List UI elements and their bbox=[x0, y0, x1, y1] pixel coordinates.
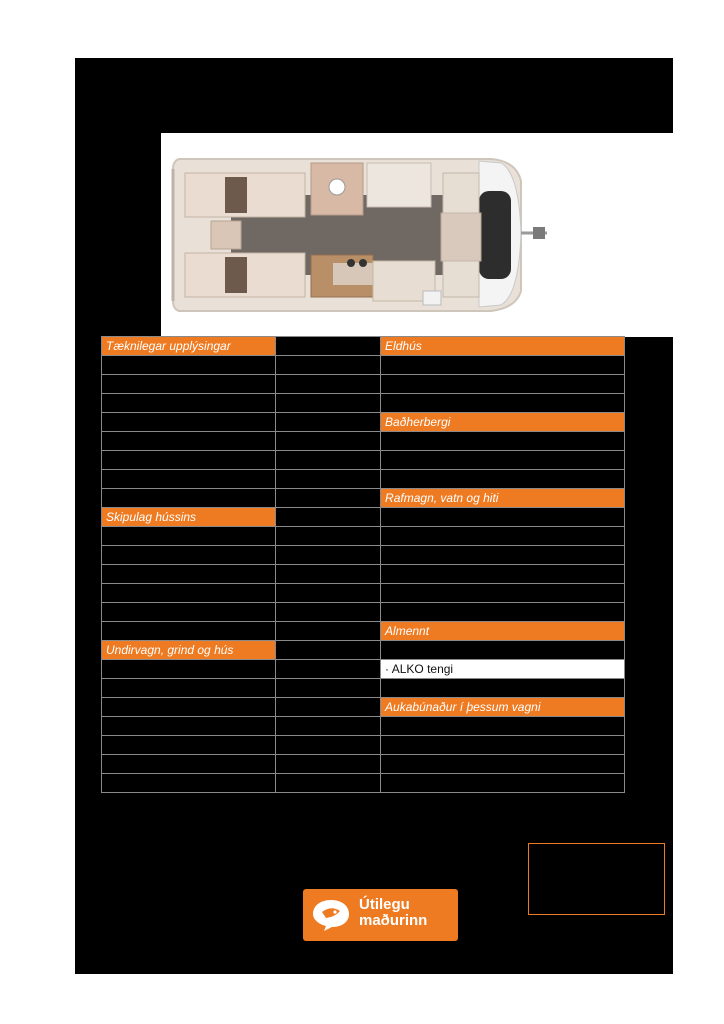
table-row bbox=[102, 394, 625, 413]
table-cell bbox=[275, 622, 380, 641]
table-cell bbox=[381, 603, 625, 622]
table-row bbox=[102, 413, 625, 432]
table-row bbox=[102, 698, 625, 717]
table-cell bbox=[275, 641, 380, 660]
table-cell bbox=[275, 432, 380, 451]
logo-line-1: Útilegu bbox=[359, 896, 410, 913]
table-cell bbox=[381, 527, 625, 546]
table-cell bbox=[381, 755, 625, 774]
table-cell bbox=[275, 717, 380, 736]
table-cell bbox=[275, 565, 380, 584]
table-cell bbox=[102, 356, 276, 375]
table-cell bbox=[102, 774, 276, 793]
table-row bbox=[102, 375, 625, 394]
table-cell: Skipulag hússins bbox=[102, 508, 276, 527]
price-box bbox=[528, 843, 665, 915]
table-cell bbox=[102, 527, 276, 546]
table-cell bbox=[102, 565, 276, 584]
table-cell bbox=[381, 508, 625, 527]
table-cell bbox=[275, 584, 380, 603]
table-cell bbox=[381, 717, 625, 736]
specifications-table bbox=[101, 336, 625, 793]
table-row bbox=[102, 622, 625, 641]
table-cell bbox=[102, 546, 276, 565]
table-row bbox=[102, 774, 625, 793]
table-row bbox=[102, 451, 625, 470]
table-cell: Eldhús bbox=[381, 337, 625, 356]
table-cell bbox=[275, 394, 380, 413]
table-cell bbox=[102, 584, 276, 603]
table-cell bbox=[102, 375, 276, 394]
table-cell: Tæknilegar upplýsingar bbox=[102, 337, 276, 356]
table-cell bbox=[102, 755, 276, 774]
table-cell bbox=[275, 527, 380, 546]
table-row bbox=[102, 527, 625, 546]
table-cell bbox=[381, 774, 625, 793]
table-cell bbox=[102, 394, 276, 413]
table-row bbox=[102, 755, 625, 774]
table-cell bbox=[102, 451, 276, 470]
table-row bbox=[102, 470, 625, 489]
table-cell bbox=[275, 603, 380, 622]
table-row bbox=[102, 603, 625, 622]
speech-bubble-face-icon bbox=[311, 897, 351, 933]
table-row bbox=[102, 717, 625, 736]
table-cell bbox=[275, 755, 380, 774]
table-cell bbox=[381, 375, 625, 394]
table-cell: Rafmagn, vatn og hiti bbox=[381, 489, 625, 508]
utilegumadurinn-logo bbox=[303, 889, 458, 941]
table-cell bbox=[102, 736, 276, 755]
table-cell bbox=[275, 489, 380, 508]
table-cell bbox=[102, 679, 276, 698]
table-row bbox=[102, 660, 625, 679]
table-cell bbox=[275, 546, 380, 565]
table-cell bbox=[102, 717, 276, 736]
table-cell bbox=[102, 660, 276, 679]
table-cell bbox=[102, 470, 276, 489]
table-row bbox=[102, 736, 625, 755]
table-cell: Undirvagn, grind og hús bbox=[102, 641, 276, 660]
table-cell bbox=[381, 584, 625, 603]
table-cell bbox=[381, 546, 625, 565]
table-cell bbox=[275, 470, 380, 489]
table-cell bbox=[102, 622, 276, 641]
table-cell bbox=[275, 375, 380, 394]
table-row bbox=[102, 489, 625, 508]
table-cell bbox=[102, 432, 276, 451]
logo-line-2: maðurinn bbox=[359, 912, 428, 929]
table-row bbox=[102, 565, 625, 584]
table-cell: Aukabúnaður í þessum vagni bbox=[381, 698, 625, 717]
table-cell bbox=[275, 679, 380, 698]
table-cell: · ALKO tengi bbox=[381, 660, 625, 679]
table-cell bbox=[275, 508, 380, 527]
table-cell bbox=[381, 736, 625, 755]
table-row bbox=[102, 546, 625, 565]
table-cell bbox=[381, 470, 625, 489]
caravan-floorplan-image bbox=[161, 133, 673, 337]
table-cell bbox=[381, 394, 625, 413]
table-cell bbox=[275, 356, 380, 375]
table-cell bbox=[275, 413, 380, 432]
table-row bbox=[102, 679, 625, 698]
table-row bbox=[102, 641, 625, 660]
table-cell bbox=[102, 413, 276, 432]
table-cell bbox=[275, 337, 380, 356]
table-cell bbox=[381, 679, 625, 698]
table-cell bbox=[275, 451, 380, 470]
table-cell bbox=[275, 698, 380, 717]
table-row bbox=[102, 356, 625, 375]
table-cell bbox=[381, 641, 625, 660]
table-cell: Baðherbergi bbox=[381, 413, 625, 432]
table-cell bbox=[381, 565, 625, 584]
table-cell bbox=[275, 660, 380, 679]
table-cell bbox=[102, 603, 276, 622]
table-row bbox=[102, 508, 625, 527]
table-cell: Almennt bbox=[381, 622, 625, 641]
table-cell bbox=[102, 489, 276, 508]
table-cell bbox=[381, 432, 625, 451]
table-cell bbox=[275, 774, 380, 793]
table-cell bbox=[275, 736, 380, 755]
table-row bbox=[102, 337, 625, 356]
table-row bbox=[102, 584, 625, 603]
table-cell bbox=[102, 698, 276, 717]
table-row bbox=[102, 432, 625, 451]
table-cell bbox=[381, 451, 625, 470]
table-cell bbox=[381, 356, 625, 375]
